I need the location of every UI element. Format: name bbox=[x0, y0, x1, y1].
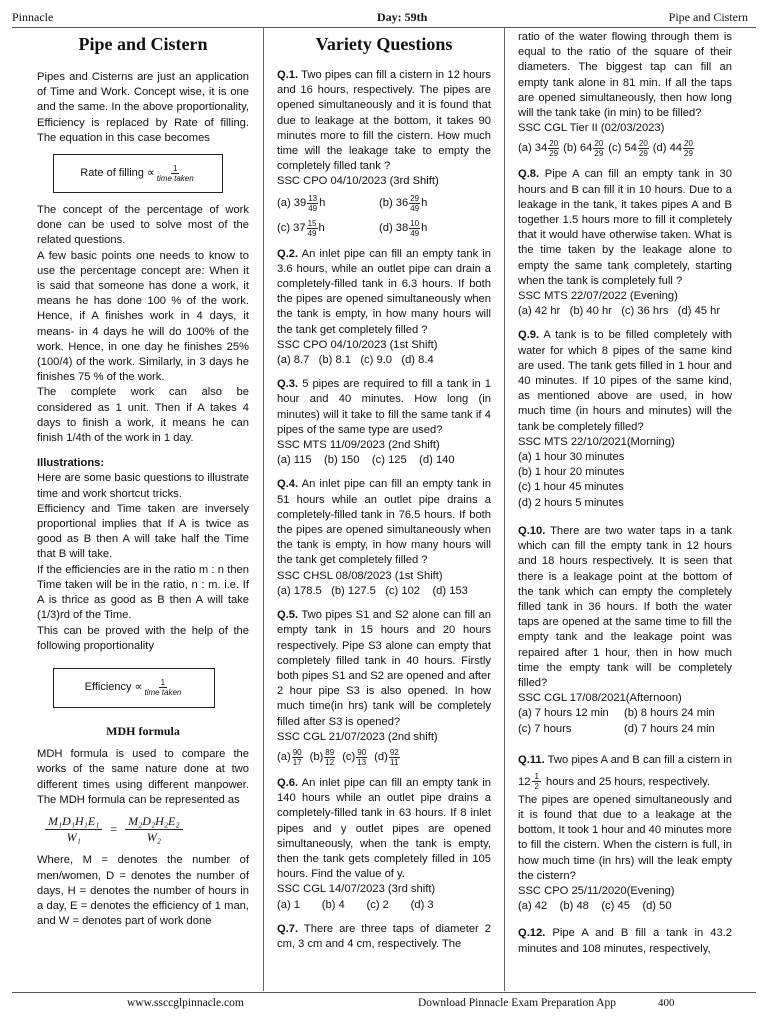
question-5: Q.5. Two pipes S1 and S2 alone can fill an empty tank in 15 hours and 20 hours respectively. Pipe S3 alone can empty that completely filled tank in 40 hours. Firstly both pipes S1 and S2 are opened and after 2 hour pipe S3 is also opened. In how much time(in hrs) tank will be completely filled after S3 is opened? SSC CGL 21/07/2023 (2nd shift) (a) 90 17 (b) 89 12 (c) 90 13 (d) 92 11 bbox=[277, 609, 491, 767]
unit-work-paragraph: The complete work can also be considered as 1 unit. Then if A takes 4 days to finish a work, it means he can finish 1/4th of the work in 1 day. bbox=[37, 386, 249, 445]
question-source: SSC CGL 21/07/2023 (2nd shift) bbox=[277, 730, 438, 743]
header-left: Pinnacle bbox=[12, 10, 54, 24]
column-theory bbox=[37, 30, 249, 929]
intro-paragraph: Pipes and Cisterns are just an application of Time and Work. Concept wise, it is one and the same. In the above proportionality, Efficiency is replaced by Rate of filling. The equation in this case becomes bbox=[37, 71, 249, 144]
inverse-time-fraction: $\frac{1}{\text{time taken}}$ bbox=[156, 164, 194, 184]
option-b: (b) 1 hour 20 minutes bbox=[518, 466, 625, 479]
mdh-heading: MDH formula bbox=[106, 723, 180, 738]
question-source: SSC CGL 14/07/2023 (3rd shift) bbox=[277, 883, 436, 896]
question-2: Q.2. An inlet pipe can fill an empty tank in 3.6 hours, while an outlet pipe can drain a completely-filled tank in 6.3 hours. If both the pipes are opened simultaneously when the tank is empty, in how many hours will the tank get completely filled ? SSC CPO 04/10/2023 (1st Shift) (a) 8.7 (b) 8.1 (c) 9.0 (d) 8.4 bbox=[277, 247, 491, 369]
page-number: 400 bbox=[658, 997, 675, 1009]
question-9: Q.9. A tank is to be filled completely with water for which 8 pipes of the same kind are used. The tank gets filled in 1 hour and 40 minutes. If 10 pipes of the same kind, as mentioned above are used, in how much time (in hours and minutes) will the tank be completely filled? SSC MTS 22/10/2021(Morning) (a) 1 hour 30 minutes (b) 1 hour 20 minutes (c) 1 hour 45 minutes (d) 2 hours 5 minutes bbox=[518, 328, 732, 510]
question-6: Q.6. An inlet pipe can fill an empty tank in 140 hours while an outlet pipe drains a completely-filled tank in 63 hours. If 8 inlet pipes and y outlet pipes are opened simultaneously, when the tank is empty, then the tank gets completely filled in 105 hours. Find the value of y. SSC CGL 14/07/2023 (3rd shift) (a) 1 (b) 4 (c) 2 (d) 3 bbox=[277, 776, 491, 913]
efficiency-label: Efficiency bbox=[84, 681, 132, 694]
proportional-symbol: ∝ bbox=[146, 166, 155, 179]
efficiency-paragraph: Efficiency and Time taken are inversely proportional implies that If A is twice as good as B then A will take half the Time that B will take. bbox=[37, 502, 249, 561]
rate-label: Rate of filling bbox=[80, 166, 144, 179]
question-10: Q.10. There are two water taps in a tank which can fill the empty tank in 12 hours and 18 hours respectively. It is seen that there is a leakage point at the bottom of the tank which can empty the completely filled tank in 36 hours. If both the water taps are opened at the same time to fill the empty tank and the leakage point was repaired after 1 hour, then in how much time the empty tank will be completely filled? SSC CGL 17/08/2021(Afternoon) (a) 7 hours 12 min (b) 8 hours 24 min (c) 7 hours (d) 7 hours 24 min bbox=[518, 524, 732, 737]
options: (a) 42 hr (b) 40 hr (c) 36 hrs (d) 45 hr bbox=[518, 305, 721, 318]
question-source: SSC CHSL 08/08/2023 (1st Shift) bbox=[277, 569, 443, 582]
mixed-fraction: $\frac{1}{2}$ bbox=[534, 772, 539, 792]
proof-paragraph: This can be proved with the help of the following proportionality bbox=[37, 624, 249, 652]
options: (a) 39 13 49 h (b) 36 29 49 h (c) 37 15 49 h (d) 38 10 49 h bbox=[277, 193, 428, 238]
options: (a) 7 hours 12 min (b) 8 hours 24 min (c) 7 hours (d) 7 hours 24 min bbox=[518, 707, 715, 735]
basic-points-paragraph: A few basic points one needs to know to use the percentage concept are: When it is said that someone has done a work, it means he has done 100 % of the work. Hence, if A finishes work in 4 days, it means- in 4 days he will do 100% of the work. Hence, in one day he finishes 25% (100/4) of the work. Similarly, in 3 days he finishes 75 % of the work. bbox=[37, 249, 249, 384]
mdh-paragraph: MDH formula is used to compare the works of the same nature done at two different times using different manpower. The MDH formula can be represented as bbox=[37, 748, 249, 806]
options: (a) 34 20 29 (b) 64 20 29 (c) 54 20 29 (d) 44 20 29 bbox=[518, 139, 693, 159]
question-source: SSC CGL Tier II (02/03/2023) bbox=[518, 122, 665, 135]
footer-app-promo: Download Pinnacle Exam Preparation App bbox=[418, 997, 617, 1009]
options: (a) 42 (b) 48 (c) 45 (d) 50 bbox=[518, 900, 672, 913]
column-questions-1 bbox=[277, 30, 491, 952]
option-a: (a) 1 hour 30 minutes bbox=[518, 451, 625, 464]
ratio-paragraph: If the efficiencies are in the ratio m : n then Time taken will be in the ratio, n : m. i.e. If A is thrice as good as B then A will take (1/3)rd of the Time. bbox=[37, 563, 249, 622]
footer-website: www.ssccglpinnacle.com bbox=[127, 997, 244, 1009]
question-source: SSC MTS 11/09/2023 (2nd Shift) bbox=[277, 439, 440, 452]
question-12: Q.12. Pipe A and B fill a tank in 43.2 minutes and 108 minutes, respectively, bbox=[518, 927, 732, 955]
header-rule bbox=[12, 27, 756, 28]
question-1: Q.1. Two pipes can fill a cistern in 12 hours and 16 hours, respectively. The pipes are opened simultaneously and it is found that due to leakage at the bottom, it takes 90 minutes more to fill the cistern. How much time will the leakage take to empty the completely filled tank ? SSC CPO 04/10/2023 (3rd Shift) (a) 39 13 49 h (b) 36 29 49 h (c) 37 15 49 h (d) 38 10 49 h bbox=[277, 69, 491, 238]
question-source: SSC MTS 22/10/2021(Morning) bbox=[518, 435, 675, 448]
column-divider-2 bbox=[504, 28, 505, 991]
question-source: SSC CPO 04/10/2023 (1st Shift) bbox=[277, 338, 438, 351]
options: (a) 90 17 (b) 89 12 (c) 90 13 (d) 92 11 bbox=[277, 747, 399, 767]
question-source: SSC CPO 04/10/2023 (3rd Shift) bbox=[277, 175, 439, 188]
question-source: SSC CPO 25/11/2020(Evening) bbox=[518, 884, 675, 897]
question-source: SSC MTS 22/07/2022 (Evening) bbox=[518, 290, 678, 303]
options: (a) 8.7 (b) 8.1 (c) 9.0 (d) 8.4 bbox=[277, 354, 434, 367]
question-7: Q.7. There are three taps of diameter 2 cm, 3 cm and 4 cm, respectively. The bbox=[277, 922, 491, 950]
mdh-definitions: Where, M = denotes the number of men/women, D = denotes the number of days, H = denotes the number of hours in a day, E = denotes the efficiency of 1 man, and W = denotes part of work done bbox=[37, 854, 249, 928]
rate-formula-box bbox=[53, 154, 223, 193]
illustrations-heading: Illustrations: bbox=[37, 457, 105, 470]
options: (a) 115 (b) 150 (c) 125 (d) 140 bbox=[277, 454, 455, 467]
options: (a) 178.5 (b) 127.5 (c) 102 (d) 153 bbox=[277, 584, 468, 597]
option-c: (c) 1 hour 45 minutes bbox=[518, 481, 624, 494]
proportional-symbol: ∝ bbox=[134, 681, 143, 694]
illustrations-paragraph: Here are some basic questions to illustrate time and work shortcut tricks. bbox=[37, 472, 249, 500]
question-11: Q.11. Two pipes A and B can fill a cistern in 12 $\frac{1}{2}$ hours and 25 hours, respectively. The pipes are opened simultaneously and it is found that due to a leakage at the bottom, It took 1 hour and 40 minutes more to fill the cistern. When the cistern is full, in how much time (in hrs) will the leak empty the cistern? SSC CPO 25/11/2020(Evening) (a) 42 (b) 48 (c) 45 (d) 50 bbox=[518, 749, 732, 915]
question-source: SSC CGL 17/08/2021(Afternoon) bbox=[518, 692, 682, 705]
column-questions-2 bbox=[518, 30, 732, 957]
column-divider-1 bbox=[263, 28, 264, 991]
question-8: Q.8. Pipe A can fill an empty tank in 30 hours and B can fill it in 10 hours. Due to a leakage in the tank, it takes pipes A and B together 1.5 hours more to fill it completely that it would have otherwise taken. What is the time taken by the leakage alone to empty the same tank completely, starting when the tank is completely full ? SSC MTS 22/07/2022 (Evening) (a) 42 hr (b) 40 hr (c) 36 hrs (d) 45 hr bbox=[518, 167, 732, 319]
efficiency-formula-box bbox=[53, 668, 215, 708]
question-4: Q.4. An inlet pipe can fill an empty tank in 51 hours while an outlet pipe drains a completely-filled tank in 76.5 hours. If both the pipes are opened simultaneously when the tank is empty, in how many hours will the tank get completely filled ? SSC CHSL 08/08/2023 (1st Shift) (a) 178.5 (b) 127.5 (c) 102 (d) 153 bbox=[277, 477, 491, 599]
footer-rule bbox=[12, 992, 756, 993]
questions-title: Variety Questions bbox=[315, 34, 453, 54]
mdh-formula: $\frac{\text{M₁D₁H₁E₁}}{\text{W₁}}$ = $\frac{\text{M₂D₂H₂E₂}}{\text{W₂}}$ bbox=[45, 814, 249, 845]
header-right: Pipe and Cistern bbox=[668, 10, 748, 24]
header-center: Day: 59th bbox=[377, 10, 428, 24]
option-d: (d) 2 hours 5 minutes bbox=[518, 496, 624, 509]
section-title: Pipe and Cistern bbox=[78, 34, 208, 54]
percentage-paragraph: The concept of the percentage of work done can be used to solve most of the related questions. bbox=[37, 204, 249, 247]
question-7-continued: ratio of the water flowing through them is equal to the ratio of the square of their diameters. The biggest tap can fill an empty tank alone in 81 min. If all the taps are opened simultaneously, then how long will the tank take (in min) to be filled? SSC CGL Tier II (02/03/2023) (a) 34 20 29 (b) 64 20 29 (c) 54 20 29 (d) 44 20 29 bbox=[518, 31, 732, 159]
inverse-time-fraction: $\frac{1}{\text{time taken}}$ bbox=[144, 678, 182, 698]
page-header bbox=[12, 8, 756, 26]
options: (a) 1 (b) 4 (c) 2 (d) 3 bbox=[277, 898, 434, 911]
question-3: Q.3. 5 pipes are required to fill a tank in 1 hour and 40 minutes. How long (in minutes) will it take to fill the same tank if 4 pipes of the same type are used? SSC MTS 11/09/2023 (2nd Shift) (a) 115 (b) 150 (c) 125 (d) 140 bbox=[277, 377, 491, 468]
